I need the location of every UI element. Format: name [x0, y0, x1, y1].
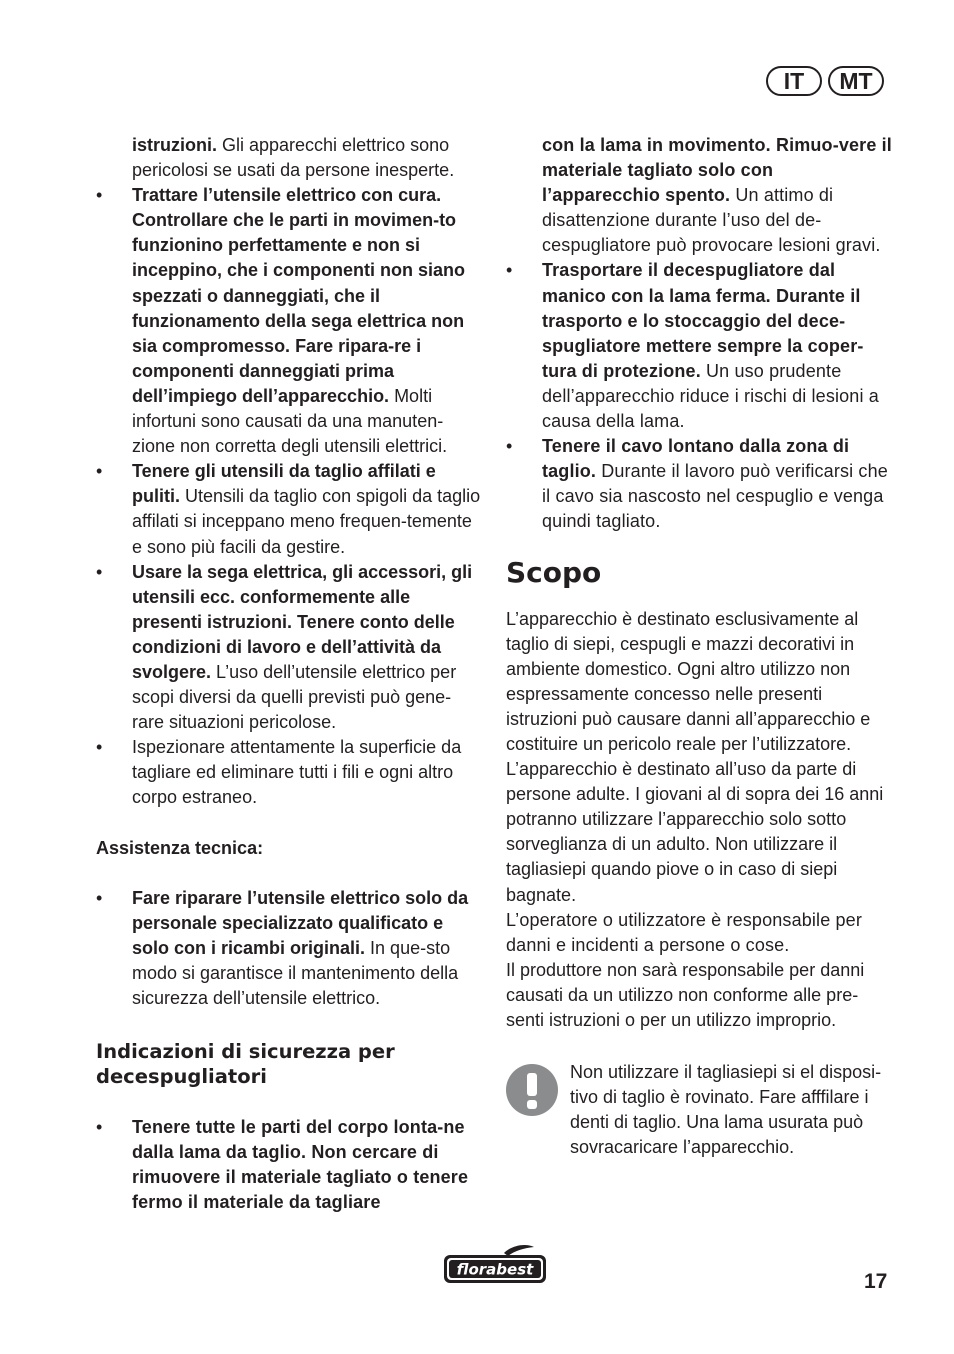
exclamation-icon [506, 1064, 558, 1116]
intro-paragraph: istruzioni. Gli apparecchi elettrico sono pericolosi se usati da persone inesperte. [132, 135, 455, 181]
language-badge-it: IT [766, 66, 822, 96]
language-badge-mt: MT [828, 66, 884, 96]
bullet-icon: • [96, 561, 103, 582]
scopo-heading: Scopo [506, 555, 602, 589]
language-badges [766, 66, 884, 96]
list-item: • Trasportare il decespugliatore dal manico con la lama ferma. Durante il trasporto e lo stoccaggio del dece-spugliatore mettere sempre la coper-tura di protezione. Un uso prudente dell’apparecchio riduce i rischi di lesioni a causa della lama. [506, 260, 879, 432]
bullet-icon: • [506, 260, 513, 281]
bullet-icon: • [96, 1117, 103, 1138]
continuation-paragraph: con la lama in movimento. Rimuo-vere il materiale tagliato solo con l’apparecchio spento. Un attimo di disattenzione durante l’uso del de-cespugliatore può provocare lesioni gravi. [542, 135, 892, 256]
scopo-liability: Il produttore non sarà responsabile per danni causati da un utilizzo non conforme alle pre-senti istruzioni o per un utilizzo improprio. [506, 959, 865, 1030]
list-item: • Trattare l’utensile elettrico con cura. Controllare che le parti in movimen-to funzionino perfettamente e non si inceppino, che i componenti non siano spezzati o danneggiati, che il funzionamento della sega elettrica non sia compromesso. Fare ripara-re i componenti danneggiati prima dell’impiego dell’apparecchio. Molti infortuni sono causati da una manuten-zione non corretta degli utensili elettrici. [96, 185, 466, 457]
bullet-icon: • [96, 461, 103, 482]
page-number: 17 [864, 1270, 888, 1293]
list-item: • Tenere gli utensili da taglio affilati e puliti. Utensili da taglio con spigoli da taglio affilati si inceppano meno frequen-temente e sono più facili da gestire. [96, 461, 481, 557]
scopo-paragraph: L’apparecchio è destinato esclusivamente al taglio di siepi, cespugli e mazzi decorativi in ambiente domestico. Ogni altro utilizzo non espressamente concesso nelle presenti istruzioni può causare danni all’apparecchio e costituire un pericolo reale per l’utilizzatore. L’apparecchio è destinato all’uso da parte di persone adulte. I giovani al di sopra dei 16 anni potranno utilizzare l’apparecchio solo sotto sorveglianza di un adulto. Non utilizzare il tagliasiepi quando piove o in caso di siepi bagnate. [506, 608, 884, 905]
florabest-logo [442, 1244, 548, 1286]
left-column [96, 133, 482, 1215]
scopo-responsibility: L’operatore o utilizzatore è responsabile per danni e incidenti a persone o cose. [506, 909, 862, 955]
warning-text: Non utilizzare il tagliasiepi si el disposi-tivo di taglio è rovinato. Fare afffilare i denti di taglio. Una lama usurata può sovracaricare l’apparecchio. [570, 1062, 882, 1158]
section-heading: Indicazioni di sicurezza per decespugliatori [96, 1040, 395, 1089]
list-item: • Ispezionare attentamente la superficie da tagliare ed eliminare tutti i fili e ogni altro corpo estraneo. [96, 737, 462, 808]
assistance-heading: Assistenza tecnica: [96, 837, 264, 858]
logo-text: florabest [456, 1260, 534, 1279]
bullet-icon: • [96, 887, 103, 908]
list-item: • Tenere tutte le parti del corpo lonta-ne dalla lama da taglio. Non cercare di rimuovere il materiale tagliato o tenere fermo il materiale da tagliare [96, 1117, 469, 1213]
warning-note [506, 1060, 894, 1160]
bullet-icon: • [96, 185, 103, 206]
right-column [506, 133, 894, 1160]
bullet-icon: • [96, 737, 103, 758]
list-item: • Tenere il cavo lontano dalla zona di taglio. Durante il lavoro può verificarsi che il cavo sia nascosto nel cespuglio e venga quindi tagliato. [506, 436, 888, 532]
bullet-icon: • [506, 436, 513, 457]
list-item: • Usare la sega elettrica, gli accessori, gli utensili ecc. conformemente alle presenti istruzioni. Tenere conto delle condizioni di lavoro e dell’attività da svolgere. L’uso dell’utensile elettrico per scopi diversi da quelli previsti può gene-rare situazioni pericolose. [96, 561, 473, 733]
list-item: • Fare riparare l’utensile elettrico solo da personale specializzato qualificato e solo con i ricambi originali. In que-sto modo si garantisce il mantenimento della sicurezza dell’utensile elettrico. [96, 887, 469, 1008]
